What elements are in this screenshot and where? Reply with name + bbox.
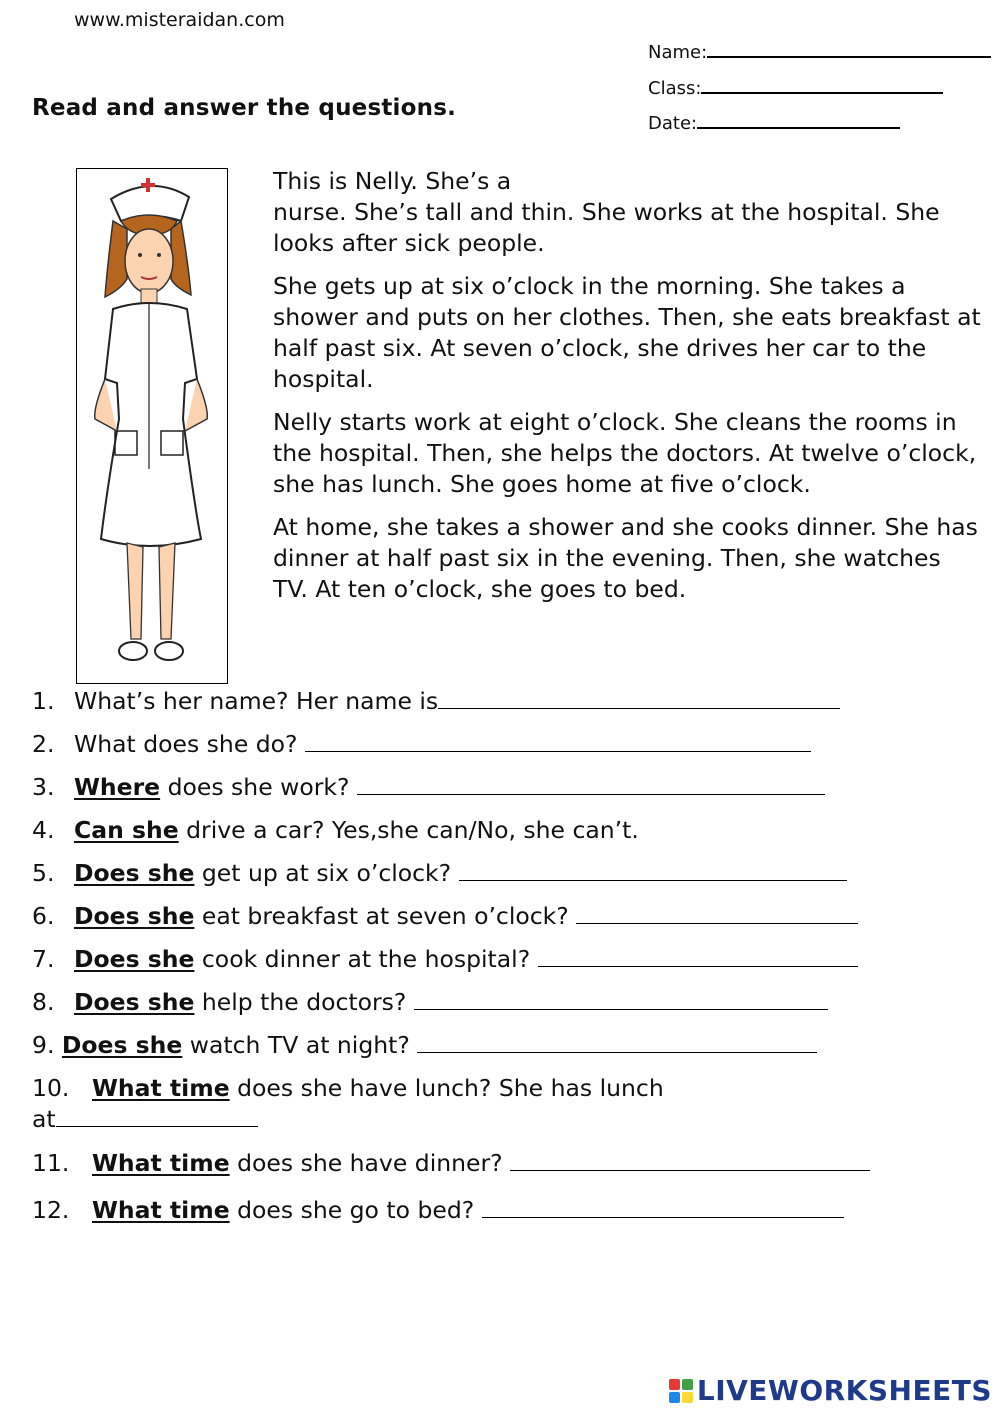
question-text: help the doctors? [194, 988, 414, 1016]
question-11 [32, 1148, 870, 1179]
question-number: 8. [32, 988, 55, 1016]
logo-text: LIVEWORKSHEETS [696, 1374, 992, 1407]
date-label: Date: [648, 113, 698, 134]
question-12 [32, 1195, 844, 1226]
question-9 [32, 1030, 817, 1061]
question-text-continued: at [32, 1105, 56, 1133]
story-paragraph-1-rest: nurse. She’s tall and thin. She works at the hospital. She looks after sick people. [273, 198, 940, 257]
question-8 [32, 987, 828, 1018]
question-5 [32, 858, 847, 889]
answer-blank[interactable] [357, 774, 825, 795]
question-keyword: Does she [61, 1031, 183, 1059]
nurse-illustration [76, 168, 228, 684]
class-line [701, 76, 943, 94]
question-text: does she have dinner? [229, 1149, 511, 1177]
question-number: 5. [32, 859, 55, 887]
answer-blank[interactable] [510, 1150, 870, 1171]
question-4 [32, 815, 639, 846]
question-number: 11. [32, 1149, 70, 1177]
question-number: 2. [32, 730, 55, 758]
name-line [707, 40, 991, 58]
story-paragraph-3: Nelly starts work at eight o’clock. She cleans the rooms in the hospital. Then, she helps the doctors. At twelve o’clock, she has lunch. She goes home at five o’clock. [273, 408, 977, 498]
name-field[interactable] [648, 40, 991, 63]
question-number: 12. [32, 1196, 70, 1224]
question-text: does she go to bed? [229, 1196, 482, 1224]
question-keyword: What time [92, 1074, 230, 1102]
date-field[interactable] [648, 111, 900, 134]
question-7 [32, 944, 858, 975]
answer-blank[interactable] [417, 1032, 817, 1053]
answer-blank[interactable] [482, 1197, 844, 1218]
question-keyword: Does she [74, 902, 195, 930]
question-number: 4. [32, 816, 55, 844]
question-text: watch TV at night? [182, 1031, 418, 1059]
date-line [697, 111, 900, 129]
question-keyword: What time [92, 1196, 230, 1224]
question-keyword: Does she [74, 945, 195, 973]
question-text: get up at six o’clock? [194, 859, 459, 887]
question-number: 7. [32, 945, 55, 973]
answer-blank[interactable] [305, 731, 811, 752]
question-text: does she work? [160, 773, 357, 801]
question-text: does she have lunch? She has lunch [229, 1074, 664, 1102]
question-number: 3. [32, 773, 55, 801]
story-paragraph-4: At home, she takes a shower and she cooks dinner. She has dinner at half past six in the evening. Then, she watches TV. At ten o’clock, she goes to bed. [273, 513, 978, 603]
question-number: 6. [32, 902, 55, 930]
question-text: What’s her name? Her name is [74, 687, 439, 715]
story-text [273, 166, 983, 617]
answer-blank[interactable] [538, 946, 858, 967]
answer-blank[interactable] [459, 860, 847, 881]
website-url: www.misteraidan.com [74, 9, 285, 31]
question-text: eat breakfast at seven o’clock? [194, 902, 577, 930]
question-number: 9. [32, 1031, 55, 1059]
liveworksheets-logo[interactable] [669, 1374, 992, 1407]
question-keyword: Can she [74, 816, 179, 844]
story-paragraph-2: She gets up at six o’clock in the morning. She takes a shower and puts on her clothes. Then, she eats breakfast at half past six. At seven o’clock, she drives her car to the hospital. [273, 272, 981, 393]
answer-blank[interactable] [56, 1106, 258, 1127]
answer-blank[interactable] [438, 688, 840, 709]
question-keyword: What time [92, 1149, 230, 1177]
question-2 [32, 729, 811, 760]
question-6 [32, 901, 858, 932]
story-paragraph-1-first: This is Nelly. She’s a [273, 167, 512, 195]
nurse-icon [77, 169, 227, 683]
liveworksheets-icon [669, 1379, 693, 1403]
question-keyword: Does she [74, 988, 195, 1016]
question-3 [32, 772, 825, 803]
answer-blank[interactable] [414, 989, 828, 1010]
question-text: drive a car? Yes,she can/No, she can’t. [178, 816, 639, 844]
question-text: What does she do? [74, 730, 305, 758]
question-10 [32, 1073, 664, 1135]
class-label: Class: [648, 78, 702, 99]
question-number: 10. [32, 1074, 70, 1102]
story-paragraph-1 [273, 166, 940, 259]
instruction-heading: Read and answer the questions. [32, 95, 457, 121]
class-field[interactable] [648, 76, 943, 99]
question-keyword: Does she [74, 859, 195, 887]
question-text: cook dinner at the hospital? [194, 945, 538, 973]
name-label: Name: [648, 42, 708, 63]
question-number: 1. [32, 687, 55, 715]
answer-blank[interactable] [576, 903, 858, 924]
question-keyword: Where [74, 773, 161, 801]
question-1 [32, 686, 840, 717]
